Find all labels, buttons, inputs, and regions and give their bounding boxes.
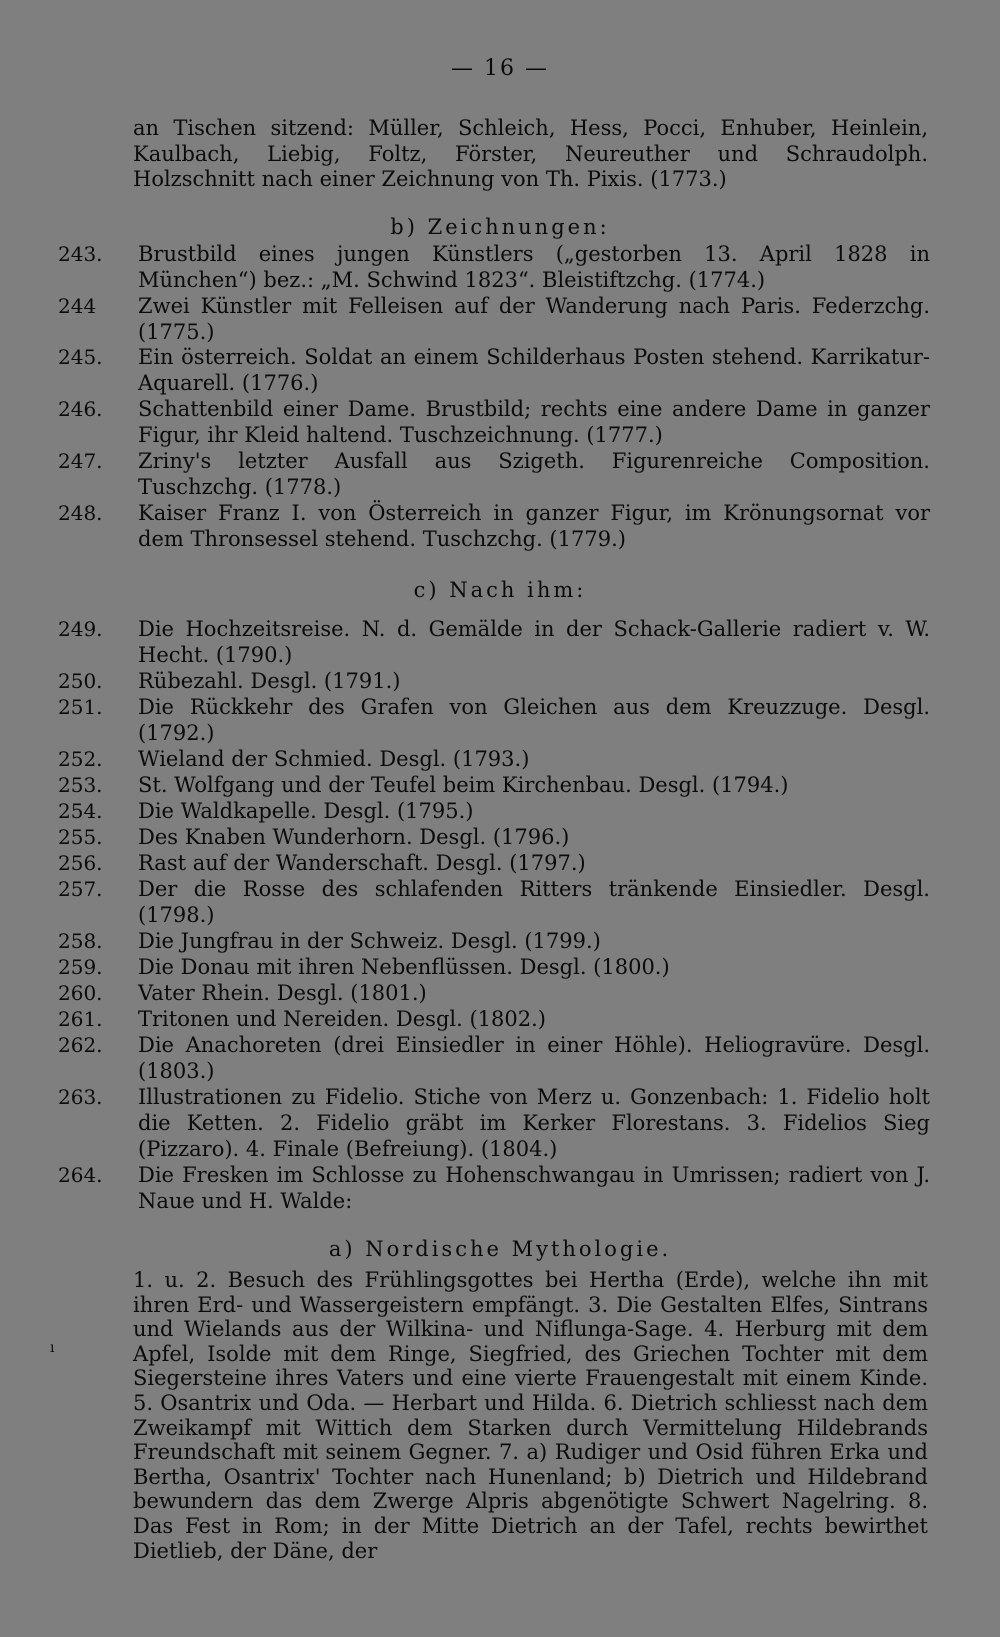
entry-number: 263. <box>58 1085 103 1109</box>
entry-text: Rübezahl. Desgl. (1791.) <box>138 669 401 693</box>
entry-text: Die Jungfrau in der Schweiz. Desgl. (1799.) <box>138 929 601 953</box>
entry-text: Die Waldkapelle. Desgl. (1795.) <box>138 799 474 823</box>
entry-number: 261. <box>58 1007 103 1031</box>
entry-number: 264. <box>58 1163 103 1187</box>
entry-number: 249. <box>58 617 103 641</box>
entry-number: 259. <box>58 955 103 979</box>
entry-number: 253. <box>58 773 103 797</box>
entry-text: Des Knaben Wunderhorn. Desgl. (1796.) <box>138 825 570 849</box>
entry-number: 251. <box>58 695 103 719</box>
entry-number: 244 <box>58 294 97 318</box>
entry-number: 258. <box>58 929 103 953</box>
intro-paragraph: an Tischen sitzend: Müller, Schleich, Hess, Pocci, Enhuber, Heinlein, Kaulbach, Liebig, Foltz, Förster, Neureuther und Schraudolph. Holzschnitt nach einer Zeichnung von Th. Pixis. (1773.) <box>133 116 928 191</box>
entry-text: Die Hochzeitsreise. N. d. Gemälde in der Schack-Gallerie radiert v. W. Hecht. (1790.) <box>138 617 930 667</box>
entry-text: Die Anachoreten (drei Einsiedler in einer Höhle). Heliogravüre. Desgl. (1803.) <box>138 1033 930 1083</box>
entry-text: Der die Rosse des schlafenden Ritters tränkende Einsiedler. Desgl. (1798.) <box>138 877 930 927</box>
page-number: — 16 — <box>451 56 549 81</box>
entry-text: Ein österreich. Soldat an einem Schilderhaus Posten stehend. Karrikatur-Aquarell. (1776.) <box>138 345 930 395</box>
entry-number: 250. <box>58 669 103 693</box>
entry-text: Die Rückkehr des Grafen von Gleichen aus dem Kreuzzuge. Desgl. (1792.) <box>138 695 930 745</box>
entry-number: 262. <box>58 1033 103 1057</box>
entry-number: 246. <box>58 397 103 421</box>
entry-number: 252. <box>58 747 103 771</box>
entry-number: 255. <box>58 825 103 849</box>
entry-text: Tritonen und Nereiden. Desgl. (1802.) <box>138 1007 546 1031</box>
entry-number: 247. <box>58 449 103 473</box>
section-heading-nordic-mythology: a) Nordische Mythologie. <box>328 1237 672 1261</box>
entry-number: 260. <box>58 981 103 1005</box>
entry-number: 243. <box>58 242 103 266</box>
entry-number: 245. <box>58 345 103 369</box>
entry-text: Illustrationen zu Fidelio. Stiche von Merz u. Gonzenbach: 1. Fidelio holt die Ketten. 2. Fidelio gräbt im Kerker Florestans. 3. Fidelios Sieg (Pizzaro). 4. Finale (Befreiung). (1804.) <box>138 1085 930 1161</box>
entry-text: Wieland der Schmied. Desgl. (1793.) <box>138 747 530 771</box>
section-heading-drawings: b) Zeichnungen: <box>390 215 610 239</box>
entry-number: 256. <box>58 851 103 875</box>
entry-text: Zwei Künstler mit Felleisen auf der Wanderung nach Paris. Federzchg. (1775.) <box>138 294 930 344</box>
entry-number: 248. <box>58 501 103 525</box>
entry-text: Zriny's letzter Ausfall aus Szigeth. Figurenreiche Composition. Tuschzchg. (1778.) <box>138 449 930 499</box>
entry-text: Schattenbild einer Dame. Brustbild; rechts eine andere Dame in ganzer Figur, ihr Kleid haltend. Tuschzeichnung. (1777.) <box>138 397 930 447</box>
entry-text: Die Donau mit ihren Nebenflüssen. Desgl. (1800.) <box>138 955 670 979</box>
section-heading-after-him: c) Nach ihm: <box>413 578 587 602</box>
entry-text: Die Fresken im Schlosse zu Hohenschwangau in Umrissen; radiert von J. Naue und H. Walde: <box>138 1163 930 1213</box>
entry-text: Rast auf der Wanderschaft. Desgl. (1797.) <box>138 851 586 875</box>
margin-mark: ı <box>50 1340 55 1356</box>
entry-text: Brustbild eines jungen Künstlers („gestorben 13. April 1828 in München“) bez.: „M. Schwind 1823“. Bleistiftzchg. (1774.) <box>138 242 930 292</box>
entry-number: 257. <box>58 877 103 901</box>
entry-text: Kaiser Franz I. von Österreich in ganzer Figur, im Krönungsornat vor dem Thronsessel stehend. Tuschzchg. (1779.) <box>138 501 930 551</box>
entry-text: St. Wolfgang und der Teufel beim Kirchenbau. Desgl. (1794.) <box>138 773 789 797</box>
entry-text: Vater Rhein. Desgl. (1801.) <box>138 981 427 1005</box>
entry-number: 254. <box>58 799 103 823</box>
nordic-paragraph: 1. u. 2. Besuch des Frühlingsgottes bei Hertha (Erde), welche ihn mit ihren Erd- und Wassergeistern empfängt. 3. Die Gestalten Elfes, Sintrans und Wielands aus der Wilkina- und Niflunga-Sage. 4. Herburg mit dem Apfel, Isolde mit dem Ringe, Siegfried, des Griechen Tochter mit dem Siegersteine ihres Vaters und eine vierte Frauengestalt mit einem Kinde. 5. Osantrix und Oda. — Herbart und Hilda. 6. Dietrich schliesst nach dem Zweikampf mit Wittich dem Starken durch Vermittelung Hildebrands Freundschaft mit seinem Gegner. 7. a) Rudiger und Osid führen Erka und Bertha, Osantrix' Tochter nach Hunenland; b) Dietrich und Hildebrand bewundern das dem Zwerge Alpris abgenötigte Schwert Nagelring. 8. Das Fest in Rom; in der Mitte Dietrich an der Tafel, rechts bewirthet Dietlieb, der Däne, der <box>133 1268 928 1563</box>
